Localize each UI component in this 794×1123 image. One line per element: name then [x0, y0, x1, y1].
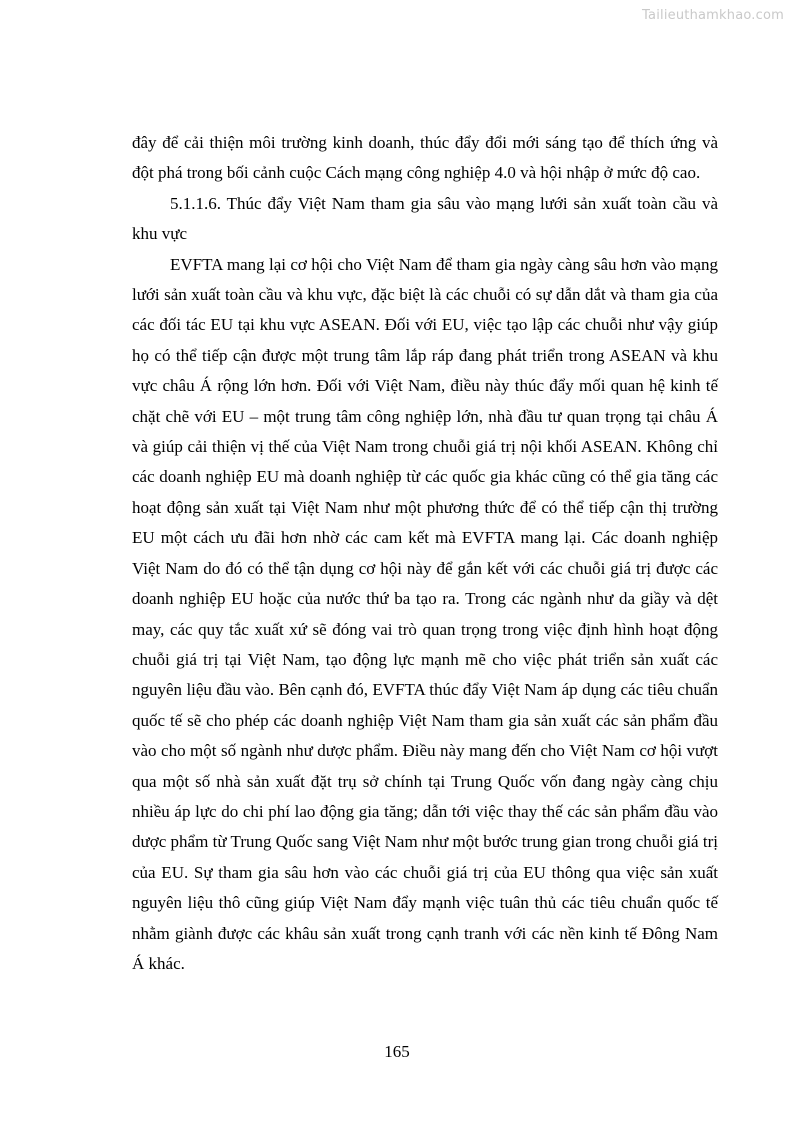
watermark: Tailieuthamkhao.com [642, 8, 784, 23]
body-paragraph: EVFTA mang lại cơ hội cho Việt Nam để tham gia ngày càng sâu hơn vào mạng lưới sản xuất toàn cầu và khu vực, đặc biệt là các chuỗi có sự dẫn dắt và tham gia của các đối tác EU tại khu vực ASEAN. Đối với EU, việc tạo lập các chuỗi như vậy giúp họ có thể tiếp cận được một trung tâm lắp ráp đang phát triển trong ASEAN và khu vực châu Á rộng lớn hơn. Đối với Việt Nam, điều này thúc đẩy mối quan hệ kinh tế chặt chẽ với EU – một trung tâm công nghiệp lớn, nhà đầu tư quan trọng tại châu Á và giúp cải thiện vị thế của Việt Nam trong chuỗi giá trị nội khối ASEAN. Không chỉ các doanh nghiệp EU mà doanh nghiệp từ các quốc gia khác cũng có thể gia tăng các hoạt động sản xuất tại Việt Nam như một phương thức để có thể tiếp cận thị trường EU một cách ưu đãi hơn nhờ các cam kết mà EVFTA mang lại. Các doanh nghiệp Việt Nam do đó có thể tận dụng cơ hội này để gắn kết với các chuỗi giá trị được các doanh nghiệp EU hoặc của nước thứ ba tạo ra. Trong các ngành như da giầy và dệt may, các quy tắc xuất xứ sẽ đóng vai trò quan trọng trong việc định hình hoạt động chuỗi giá trị tại Việt Nam, tạo động lực mạnh mẽ cho việc phát triển sản xuất các nguyên liệu đầu vào. Bên cạnh đó, EVFTA thúc đẩy Việt Nam áp dụng các tiêu chuẩn quốc tế sẽ cho phép các doanh nghiệp Việt Nam tham gia sản xuất các sản phẩm đầu vào cho một số ngành như dược phẩm. Điều này mang đến cho Việt Nam cơ hội vượt qua một số nhà sản xuất đặt trụ sở chính tại Trung Quốc vốn đang ngày càng chịu nhiều áp lực do chi phí lao động gia tăng; dẫn tới việc thay thế các sản phẩm đầu vào dược phẩm từ Trung Quốc sang Việt Nam như một bước trung gian trong chuỗi giá trị của EU. Sự tham gia sâu hơn vào các chuỗi giá trị của EU thông qua việc sản xuất nguyên liệu thô cũng giúp Việt Nam đẩy mạnh việc tuân thủ các tiêu chuẩn quốc tế nhằm giành được các khâu sản xuất trong cạnh tranh với các nền kinh tế Đông Nam Á khác. [132, 254, 718, 973]
section-heading: 5.1.1.6. Thúc đẩy Việt Nam tham gia sâu vào mạng lưới sản xuất toàn cầu và khu vực [132, 193, 718, 244]
continuation-paragraph: đây để cải thiện môi trường kinh doanh, thúc đẩy đổi mới sáng tạo để thích ứng và đột phá trong bối cảnh cuộc Cách mạng công nghiệp 4.0 và hội nhập ở mức độ cao. [132, 133, 718, 183]
document-body [132, 128, 718, 979]
page-number: 165 [384, 1042, 410, 1061]
